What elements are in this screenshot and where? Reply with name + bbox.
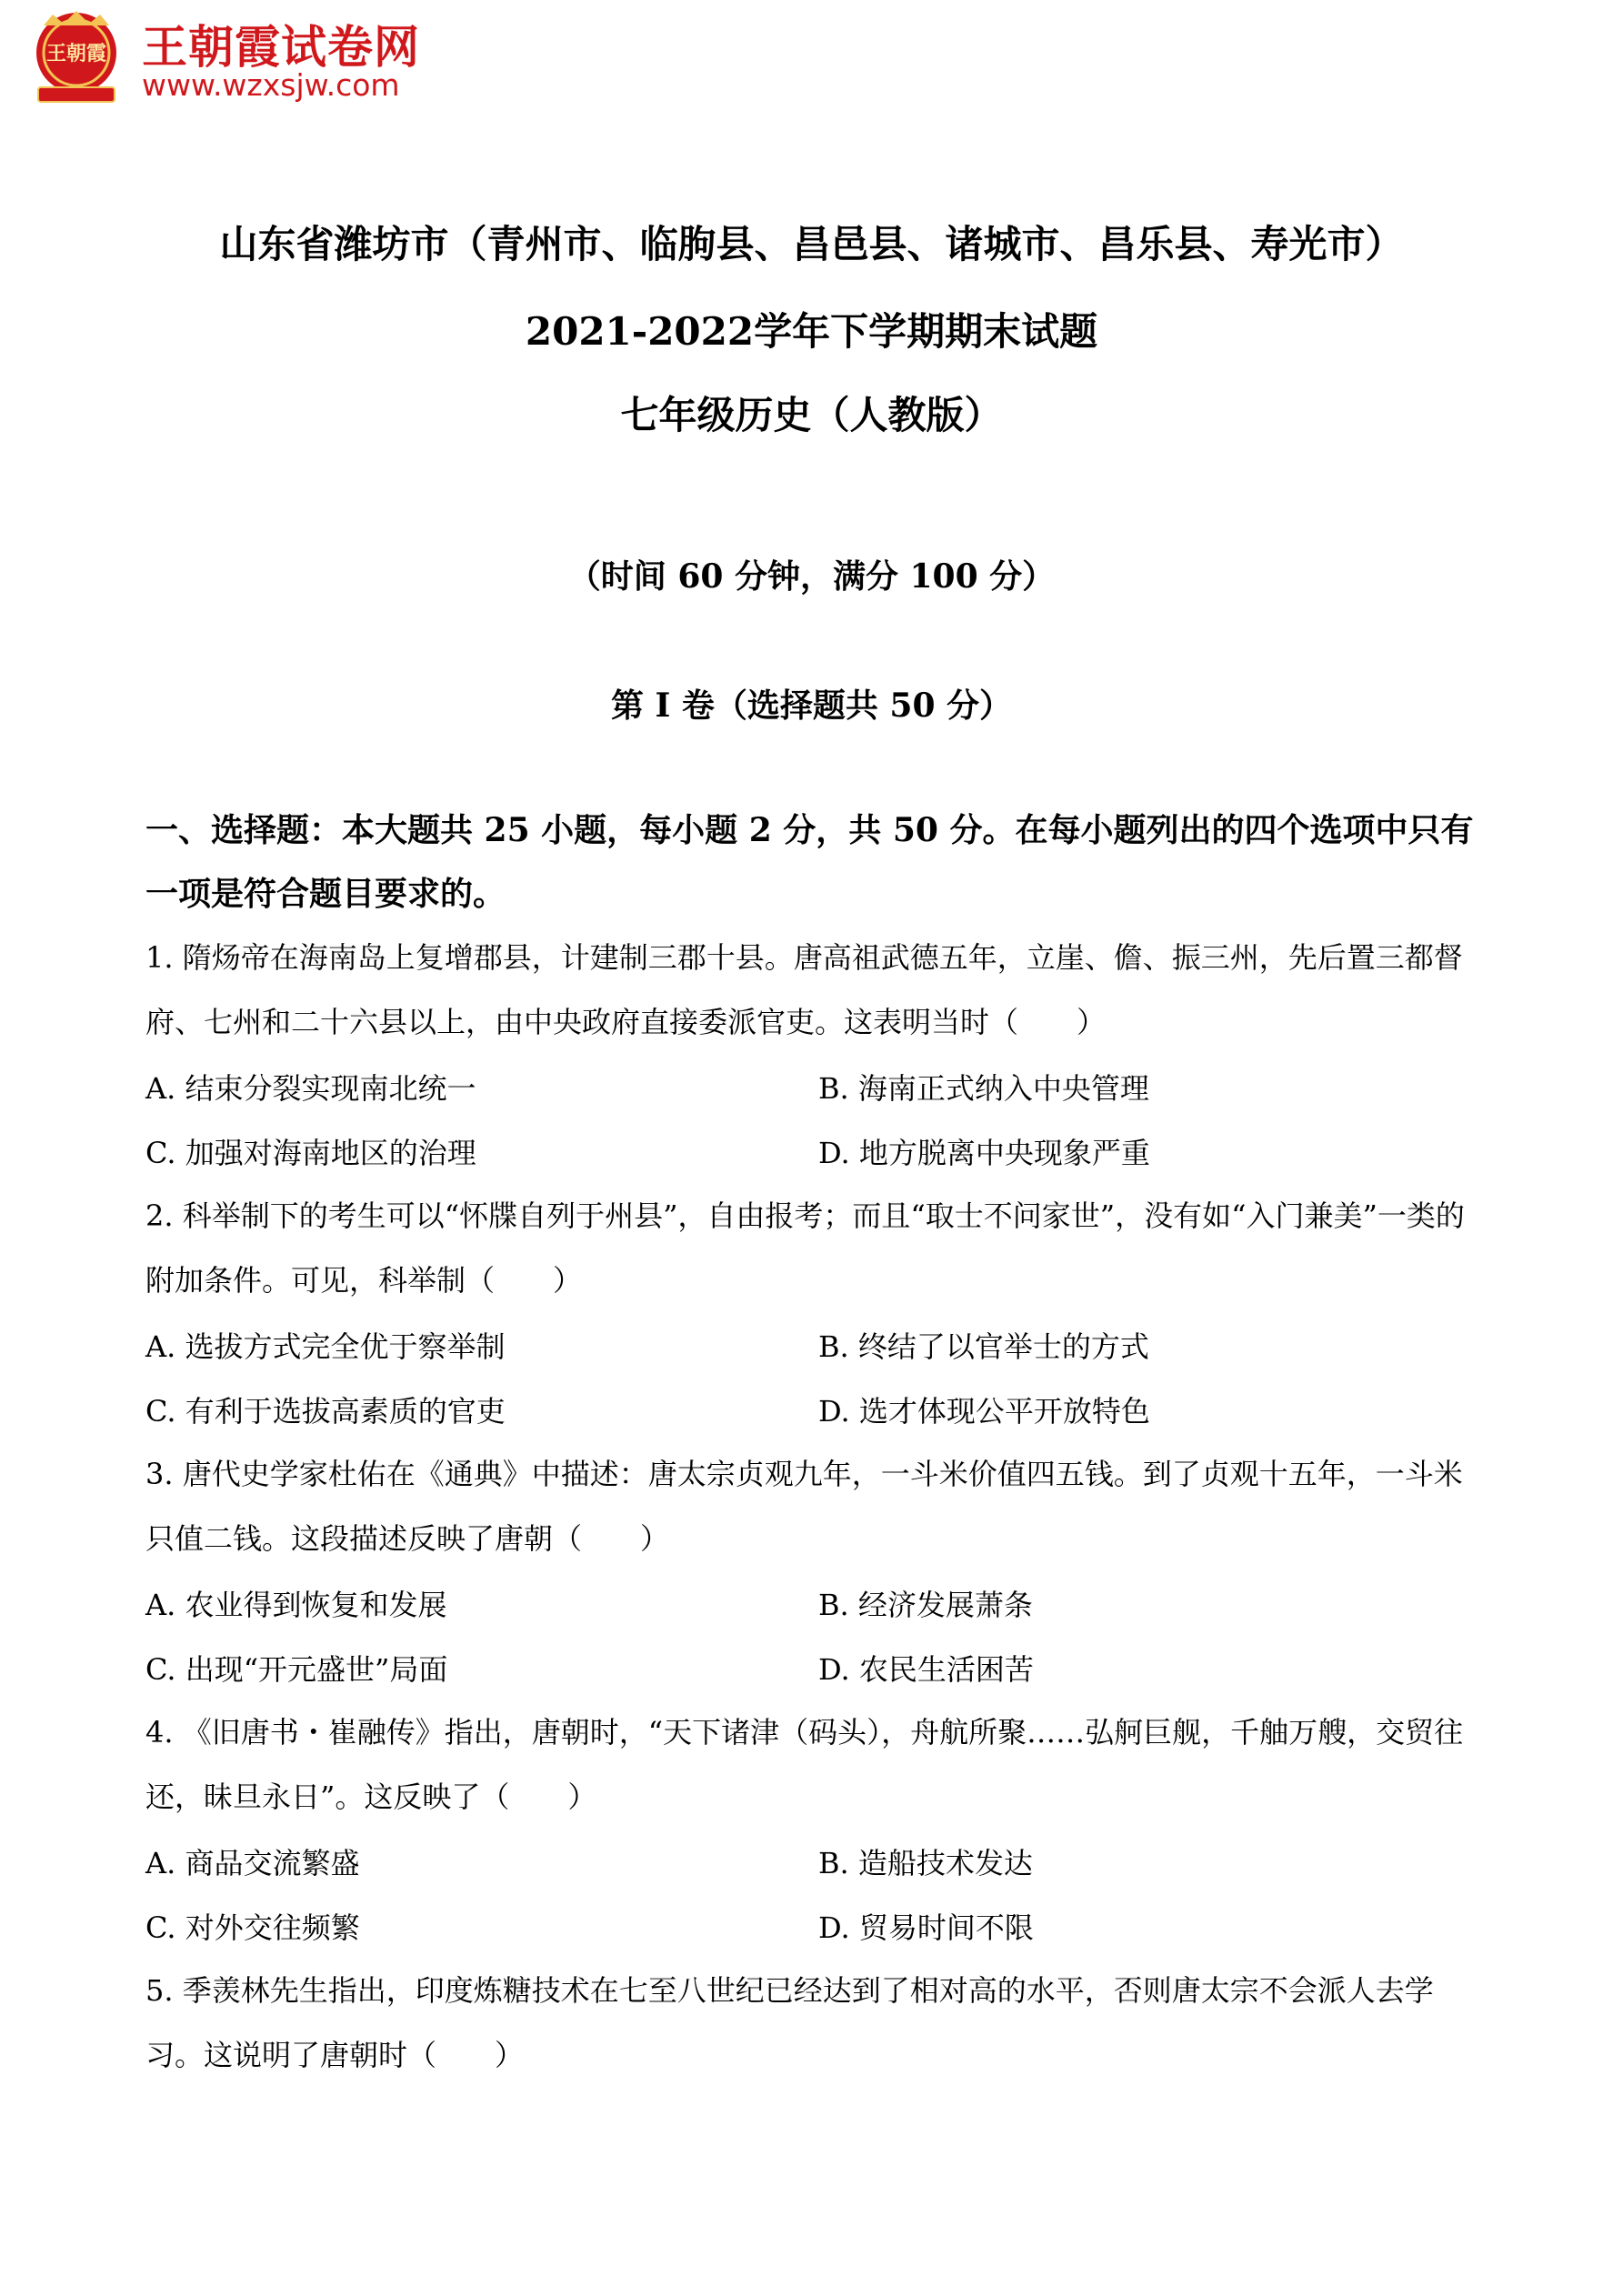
question-2-stem: 2. 科举制下的考生可以“怀牒自列于州县”，自由报考；而且“取士不问家世”，没有如“入门兼美”一类的附加条件。可见，科举制（ ） — [145, 1198, 1465, 1298]
question-2-option-c: C. 有利于选拔高素质的官吏 — [145, 1394, 506, 1429]
question-1-option-c: C. 加强对海南地区的治理 — [145, 1136, 476, 1170]
question-3-option-a: A. 农业得到恢复和发展 — [145, 1588, 447, 1622]
exam-info: （时间 60 分钟，满分 100 分） — [567, 557, 1056, 596]
question-1-option-b: B. 海南正式纳入中央管理 — [818, 1071, 1149, 1106]
question-2-option-d: D. 选才体现公平开放特色 — [818, 1394, 1150, 1429]
brand-url[interactable]: www.wzxsjw.com — [142, 67, 400, 103]
question-4-stem: 4. 《旧唐书・崔融传》指出，唐朝时，“天下诸津（码头），舟航所聚……弘舸巨舰，千舳万艘，交贸往还，昧旦永日”。这反映了（ ） — [145, 1715, 1464, 1814]
question-4-option-a: A. 商品交流繁盛 — [145, 1846, 360, 1880]
question-1-option-a: A. 结束分裂实现南北统一 — [145, 1071, 476, 1106]
exam-title-line1: 山东省潍坊市（青州市、临朐县、昌邑县、诸城市、昌乐县、寿光市） — [219, 222, 1404, 266]
part-title: 第 I 卷（选择题共 50 分） — [610, 687, 1013, 725]
question-3-option-b: B. 经济发展萧条 — [818, 1588, 1033, 1622]
question-4-option-b: B. 造船技术发达 — [818, 1846, 1033, 1880]
question-5-stem: 5. 季羡林先生指出，印度炼糖技术在七至八世纪已经达到了相对高的水平，否则唐太宗不会派人去学习。这说明了唐朝时（ ） — [145, 1973, 1434, 2072]
section-heading: 一、选择题：本大题共 25 小题，每小题 2 分，共 50 分。在每小题列出的四个选项中只有一项是符合题目要求的。 — [145, 811, 1474, 913]
question-3-stem: 3. 唐代史学家杜佑在《通典》中描述：唐太宗贞观九年，一斗米价值四五钱。到了贞观十五年，一斗米只值二钱。这段描述反映了唐朝（ ） — [145, 1457, 1463, 1556]
logo-badge-icon — [25, 7, 133, 107]
question-1-option-d: D. 地方脱离中央现象严重 — [818, 1136, 1150, 1170]
question-1-stem: 1. 隋炀帝在海南岛上复增郡县，计建制三郡十县。唐高祖武德五年，立崖、儋、振三州，先后置三都督府、七州和二十六县以上，由中央政府直接委派官吏。这表明当时（ ） — [145, 940, 1463, 1039]
question-2-option-b: B. 终结了以官举士的方式 — [818, 1329, 1149, 1364]
brand-name: 王朝霞试卷网 — [142, 21, 420, 74]
question-4-option-c: C. 对外交往频繁 — [145, 1910, 360, 1945]
question-4-option-d: D. 贸易时间不限 — [818, 1910, 1034, 1945]
site-logo — [25, 7, 498, 107]
question-3-option-d: D. 农民生活困苦 — [818, 1652, 1034, 1687]
exam-title-line2: 2021-2022学年下学期期末试题 — [525, 309, 1098, 354]
logo-badge-text: 王朝霞 — [45, 43, 107, 65]
question-3-option-c: C. 出现“开元盛世”局面 — [145, 1652, 448, 1687]
question-2-option-a: A. 选拔方式完全优于察举制 — [145, 1329, 506, 1364]
exam-title-line3: 七年级历史（人教版） — [620, 393, 1003, 437]
